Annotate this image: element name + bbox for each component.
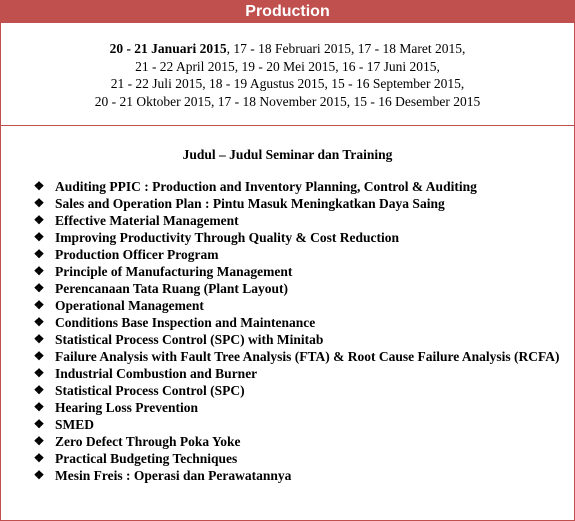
list-item-label: Mesin Freis : Operasi dan Perawatannya — [55, 468, 292, 483]
list-item — [1, 467, 574, 484]
list-item-label: SMED — [55, 417, 95, 432]
list-item — [1, 450, 574, 467]
list-item-label: Practical Budgeting Techniques — [55, 451, 238, 466]
list-item-label: Principle of Manufacturing Management — [55, 264, 293, 279]
dates-line-3: 21 - 22 Juli 2015, 18 - 19 Agustus 2015, 15 - 16 September 2015, — [110, 76, 465, 91]
diamond-flower-bullet-icon: ❖ — [33, 451, 45, 465]
list-item — [1, 280, 574, 297]
topics-section — [1, 126, 574, 484]
diamond-flower-bullet-icon: ❖ — [33, 366, 45, 380]
list-item-label: Zero Defect Through Poka Yoke — [55, 434, 241, 449]
list-item-label: Statistical Process Control (SPC) with Minitab — [55, 332, 324, 347]
diamond-flower-bullet-icon: ❖ — [33, 179, 45, 193]
topic-list — [1, 178, 574, 484]
dates-line-4: 20 - 21 Oktober 2015, 17 - 18 November 2015, 15 - 16 Desember 2015 — [94, 93, 481, 109]
diamond-flower-bullet-icon: ❖ — [33, 264, 45, 278]
panel-header — [1, 1, 574, 23]
list-item — [1, 416, 574, 433]
diamond-flower-bullet-icon: ❖ — [33, 332, 45, 346]
list-item — [1, 246, 574, 263]
list-item — [1, 399, 574, 416]
list-item-label: Operational Management — [55, 298, 204, 313]
diamond-flower-bullet-icon: ❖ — [33, 383, 45, 397]
header-title: Production — [245, 3, 330, 20]
list-item — [1, 382, 574, 399]
diamond-flower-bullet-icon: ❖ — [33, 298, 45, 312]
list-item — [1, 229, 574, 246]
schedule-dates — [1, 23, 574, 126]
list-item-label: Sales and Operation Plan : Pintu Masuk Meningkatkan Daya Saing — [55, 196, 445, 211]
list-item — [1, 195, 574, 212]
diamond-flower-bullet-icon: ❖ — [33, 247, 45, 261]
list-item-label: Improving Productivity Through Quality & Cost Reduction — [55, 230, 400, 245]
list-item-label: Industrial Combustion and Burner — [55, 366, 258, 381]
diamond-flower-bullet-icon: ❖ — [33, 400, 45, 414]
list-item-label: Statistical Process Control (SPC) — [55, 383, 245, 398]
dates-line-1 — [1, 40, 574, 58]
list-item — [1, 433, 574, 450]
list-item-label: Auditing PPIC : Production and Inventory Planning, Control & Auditing — [55, 179, 477, 194]
dates-line-2: 21 - 22 April 2015, 19 - 20 Mei 2015, 16 - 17 Juni 2015, — [135, 58, 440, 74]
list-item — [1, 314, 574, 331]
dates-line-1-rest: , 17 - 18 Februari 2015, 17 - 18 Maret 2015, — [226, 41, 466, 56]
list-item — [1, 263, 574, 280]
list-item — [1, 348, 574, 365]
diamond-flower-bullet-icon: ❖ — [33, 468, 45, 482]
diamond-flower-bullet-icon: ❖ — [33, 349, 45, 363]
list-item-label: Hearing Loss Prevention — [55, 400, 198, 415]
diamond-flower-bullet-icon: ❖ — [33, 315, 45, 329]
list-item — [1, 331, 574, 348]
list-item — [1, 365, 574, 382]
list-item — [1, 178, 574, 195]
list-item-label: Effective Material Management — [55, 213, 239, 228]
list-item — [1, 212, 574, 229]
diamond-flower-bullet-icon: ❖ — [33, 196, 45, 210]
list-item-label: Perencanaan Tata Ruang (Plant Layout) — [55, 281, 289, 296]
diamond-flower-bullet-icon: ❖ — [33, 434, 45, 448]
diamond-flower-bullet-icon: ❖ — [33, 230, 45, 244]
list-item-label: Conditions Base Inspection and Maintenance — [55, 315, 316, 330]
highlighted-date: 20 - 21 Januari 2015 — [109, 41, 227, 56]
list-item-label: Production Officer Program — [55, 247, 219, 262]
list-item-label: Failure Analysis with Fault Tree Analysis (FTA) & Root Cause Failure Analysis (RCFA) — [55, 349, 560, 364]
diamond-flower-bullet-icon: ❖ — [33, 281, 45, 295]
diamond-flower-bullet-icon: ❖ — [33, 213, 45, 227]
list-item — [1, 297, 574, 314]
diamond-flower-bullet-icon: ❖ — [33, 417, 45, 431]
topics-title: Judul – Judul Seminar dan Training — [182, 147, 393, 162]
